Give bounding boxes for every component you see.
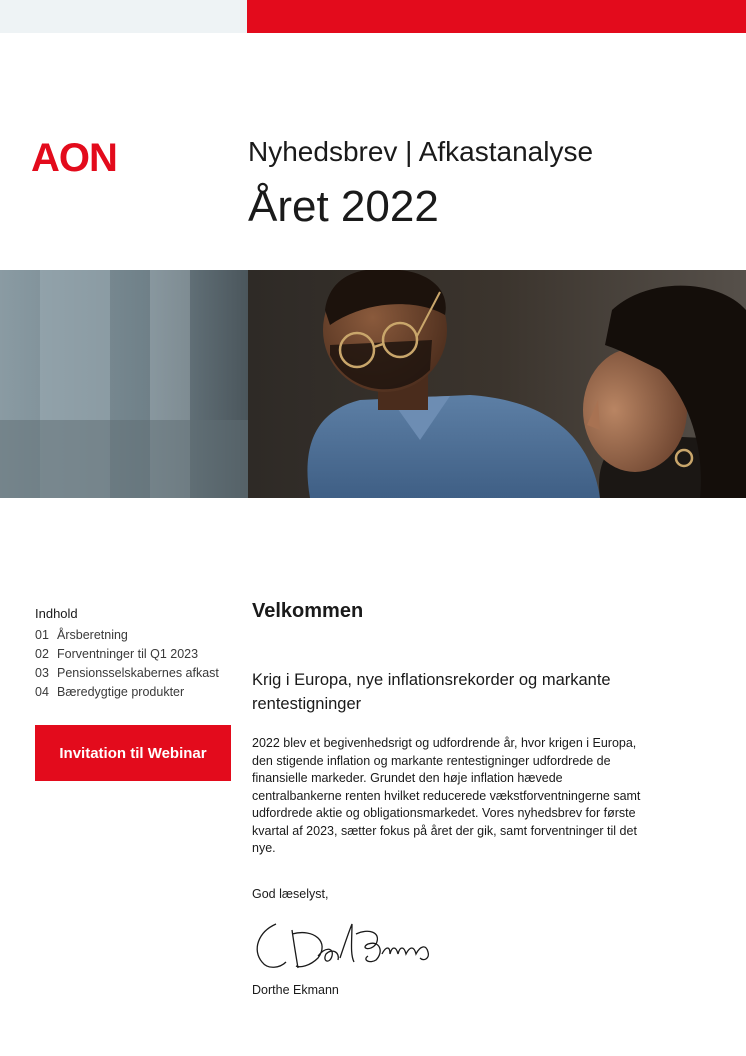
aon-logo [31, 137, 127, 175]
top-bar-light [0, 0, 247, 33]
newsletter-subtitle: Nyhedsbrev | Afkastanalyse [248, 136, 594, 167]
toc-item[interactable] [35, 645, 219, 664]
article-lead: Krig i Europa, nye inflationsrekorder og markante rentestigninger [252, 671, 611, 713]
toc-item[interactable] [35, 626, 219, 645]
greeting: God læselyst, [252, 887, 329, 901]
toc-item-label: Pensionsselskabernes afkast [57, 666, 219, 680]
toc-heading: Indhold [35, 606, 78, 621]
toc-item-number: 01 [35, 628, 49, 642]
toc-item-number: 04 [35, 685, 49, 699]
handwritten-signature [252, 918, 442, 974]
webinar-invitation-button[interactable]: Invitation til Webinar [35, 725, 231, 781]
toc-item-label: Årsberetning [57, 628, 128, 642]
hero-image [0, 270, 746, 498]
toc-item[interactable] [35, 683, 219, 702]
svg-text:AON: AON [31, 137, 117, 175]
toc-item[interactable] [35, 664, 219, 683]
toc-item-number: 03 [35, 666, 49, 680]
article-body: 2022 blev et begivenhedsrigt og udfordrende år, hvor krigen i Europa, den stigende inflation og markante rentestigninger udfordrede de finansielle markeder. Grundet den høje inflation hævede centralbankerne renten hvilket reducerede vækstforventningerne samt udfordrede aktie og obligationsmarkedet. Vores nyhedsbrev for første kvartal af 2023, sætter fokus på året der gik, samt forventninger til det nye. [252, 736, 641, 855]
signer-name: Dorthe Ekmann [252, 983, 339, 997]
toc-item-label: Bæredygtige produkter [57, 685, 185, 699]
top-bar-red [247, 0, 746, 33]
page-title: Året 2022 [248, 182, 439, 231]
toc-item-number: 02 [35, 647, 49, 661]
toc-item-label: Forventninger til Q1 2023 [57, 647, 199, 661]
welcome-heading: Velkommen [252, 600, 364, 622]
toc-list [35, 626, 219, 702]
